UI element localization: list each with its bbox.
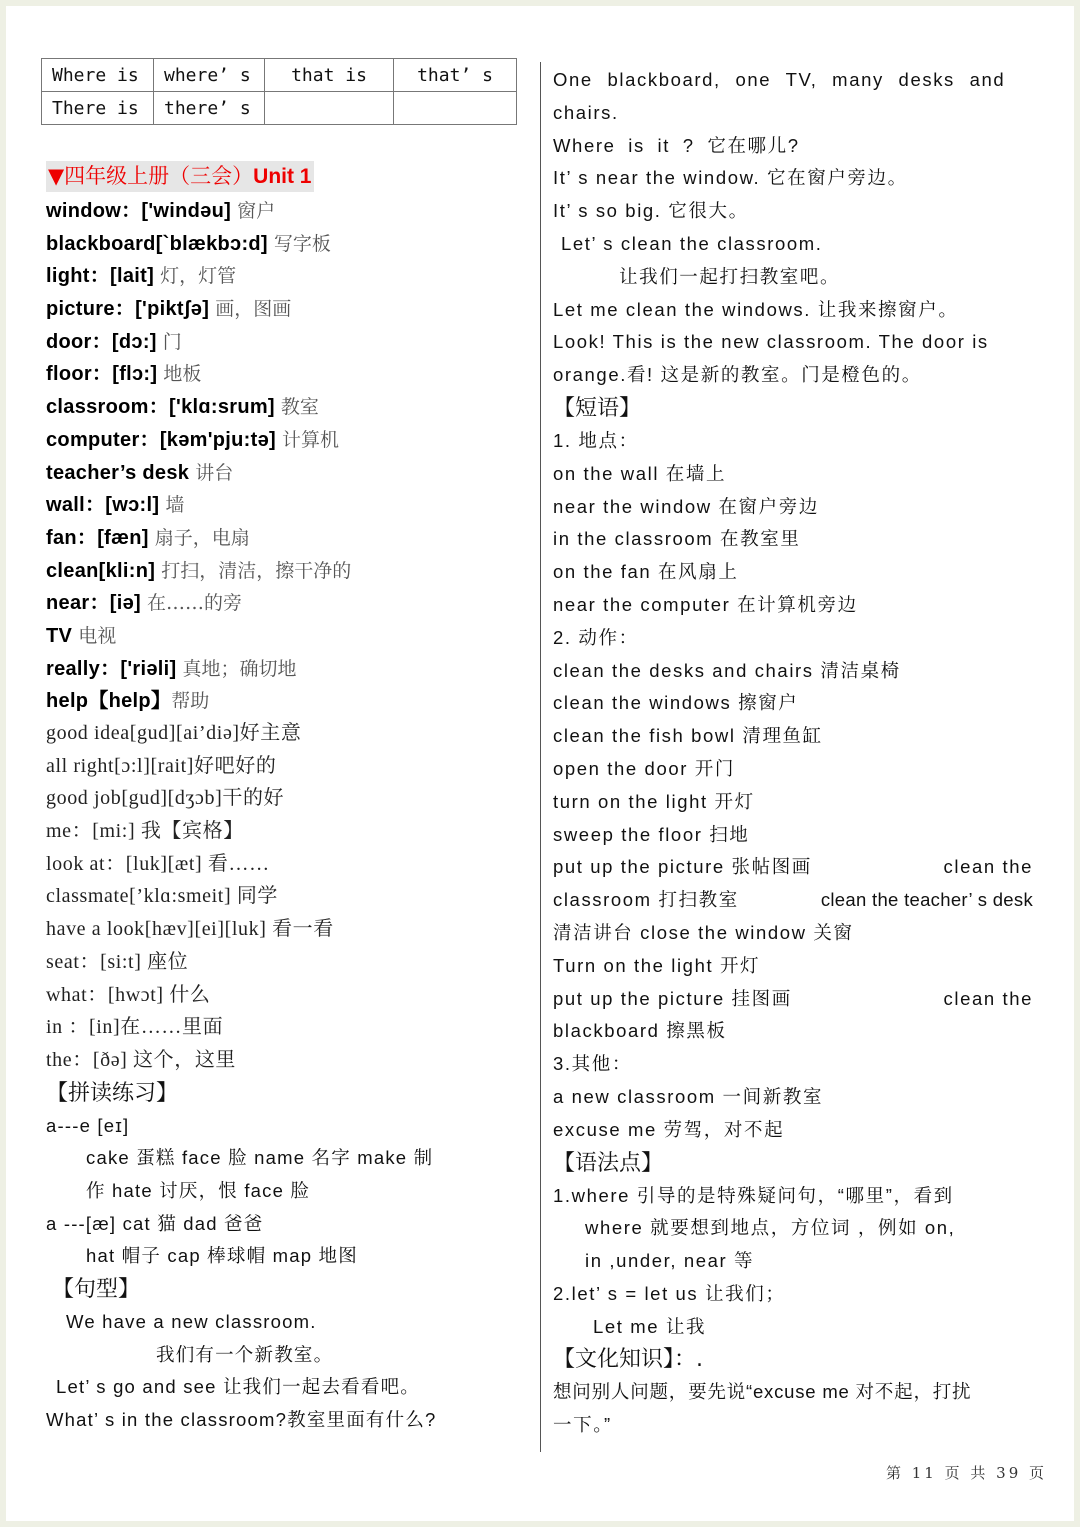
list-item: clean[kli:n] 打扫，清洁，擦干净的: [46, 559, 352, 582]
actions-heading: 2. 动作：: [553, 626, 639, 648]
sentences-heading: 【句型】: [52, 1277, 141, 1302]
list-item: excuse me 劳驾，对不起: [553, 1118, 785, 1140]
list-item: 让我们一起打扫教室吧。: [619, 265, 841, 287]
list-item: on the fan 在风扇上: [553, 561, 739, 583]
page-number-footer: 第 11 页 共 39 页: [886, 1464, 1048, 1482]
phrases-heading: 【短语】: [553, 395, 642, 421]
list-item: window：['windəu] 窗户: [46, 200, 276, 222]
table-cell: that is: [265, 59, 394, 92]
actions-wrapped-list: [553, 851, 1033, 1048]
list-item: a new classroom 一间新教室: [553, 1085, 824, 1107]
vocab-plain-list: [46, 717, 526, 1077]
list-item: the：[ðə] 这个，这里: [46, 1048, 237, 1071]
list-item: me：[mi:] 我【宾格】: [46, 820, 244, 843]
places-heading: 1. 地点：: [553, 429, 639, 451]
list-item: hat 帽子 cap 棒球帽 map 地图: [86, 1245, 358, 1267]
list-item: picture：['piktʃə] 画，图画: [46, 298, 292, 321]
list-item: blackboard 擦黑板: [553, 1020, 727, 1042]
list-item: seat：[si:t] 座位: [46, 950, 189, 973]
list-item: turn on the light 开灯: [553, 790, 755, 812]
list-item: near：[iə] 在……的旁: [46, 592, 242, 615]
phonics-heading: 【拼读练习】: [46, 1080, 179, 1106]
grammar-list: [553, 1180, 1033, 1344]
list-item: near the window 在窗户旁边: [553, 495, 819, 517]
list-item: put up the picture 张帖图画 clean the: [553, 856, 1033, 878]
grammar-heading: 【语法点】: [553, 1150, 664, 1176]
list-item: where 就要想到地点，方位词 ，例如 on,: [585, 1217, 956, 1239]
list-item: computer：[kəm'pju:tə] 计算机: [46, 428, 340, 451]
list-item: clean the desks and chairs 清洁桌椅: [553, 659, 901, 681]
table-row: [42, 59, 517, 92]
others-list: [553, 1081, 1033, 1147]
list-item: what：[hwɔt] 什么: [46, 983, 211, 1006]
list-item: sweep the floor 扫地: [553, 823, 750, 845]
list-item: Where is it ? 它在哪儿?: [553, 134, 800, 156]
list-item: Let me 让我: [593, 1315, 707, 1337]
table-cell: Where is: [42, 59, 154, 92]
list-item: near the computer 在计算机旁边: [553, 593, 858, 615]
phonics-list: [46, 1110, 526, 1273]
list-item: floor：[flɔ:] 地板: [46, 363, 202, 386]
list-item: Turn on the light 开灯: [553, 954, 761, 976]
list-item: in ,under, near 等: [585, 1250, 755, 1272]
unit-title: [46, 161, 314, 192]
list-item: a---e [eɪ]: [46, 1114, 130, 1136]
vocab-bold-list: [46, 194, 526, 717]
list-item: a ---[æ] cat 猫 dad 爸爸: [46, 1212, 264, 1234]
list-item: 一下。”: [553, 1414, 612, 1436]
list-item: all right[ɔ:l][rait]好吧好的: [46, 754, 277, 777]
table-cell: where’ s: [154, 59, 265, 92]
list-item: 想问别人问题，要先说“excuse me 对不起，打扰: [553, 1381, 972, 1403]
list-item: clean the fish bowl 清理鱼缸: [553, 725, 823, 747]
list-item: wall：[wɔ:l] 墙: [46, 494, 185, 517]
list-item: 我们有一个新教室。: [156, 1343, 334, 1365]
list-item: blackboard[`blækbɔ:d] 写字板: [46, 232, 331, 255]
list-item: fan：[fæn] 扇子，电扇: [46, 526, 250, 549]
list-item: door：[dɔ:] 门: [46, 330, 182, 353]
list-item: look at：[luk][æt] 看……: [46, 852, 270, 875]
list-item: It’ s so big. 它很大。: [553, 200, 749, 222]
table-cell: There is: [42, 92, 154, 125]
list-item: We have a new classroom.: [66, 1311, 317, 1332]
list-item: cake 蛋糕 face 脸 name 名字 make 制: [86, 1147, 434, 1169]
table-cell: [265, 92, 394, 125]
list-item: in the classroom 在教室里: [553, 528, 801, 550]
list-item: 清洁讲台 close the window 关窗: [553, 921, 854, 943]
list-item: light：[lait] 灯，灯管: [46, 265, 237, 288]
list-item: on the wall 在墙上: [553, 462, 727, 484]
list-item: help【help】帮助: [46, 690, 210, 713]
list-item: One blackboard, one TV, many desks and: [553, 69, 1006, 90]
intro-lines: [553, 64, 1033, 392]
list-item: 2.let’ s = let us 让我们；: [553, 1282, 786, 1304]
actions-list: [553, 655, 1033, 852]
table-cell: [394, 92, 517, 125]
list-item: orange.看! 这是新的教室。门是橙色的。: [553, 364, 922, 386]
list-item: in ：[in]在……里面: [46, 1016, 224, 1039]
list-item: have a look[hæv][ei][luk] 看一看: [46, 918, 334, 941]
list-item: 1.where 引导的是特殊疑问句，“哪里”，看到: [553, 1184, 954, 1206]
list-item: chairs.: [553, 101, 619, 123]
list-item: classroom：['klɑ:srum] 教室: [46, 396, 319, 419]
others-heading: 3.其他：: [553, 1053, 632, 1075]
list-item: open the door 开门: [553, 757, 735, 779]
culture-heading: 【文化知识】：.: [553, 1347, 703, 1373]
places-list: [553, 458, 1033, 622]
right-column: [553, 64, 1033, 1442]
list-item: TV 电视: [46, 624, 117, 647]
list-item: put up the picture 挂图画 clean the: [553, 987, 1033, 1009]
list-item: Look! This is the new classroom. The door is: [553, 331, 989, 353]
table-cell: that’ s: [394, 59, 517, 92]
culture-list: [553, 1376, 1033, 1442]
list-item: classmate[’klɑ:smeit] 同学: [46, 885, 279, 908]
unit-title-en: Unit 1: [253, 165, 312, 188]
column-divider: [540, 62, 541, 1452]
list-item: classroom 打扫教室 clean the teacher’ s desk: [553, 889, 1033, 911]
contraction-table: [41, 58, 517, 125]
list-item: clean the windows 擦窗户: [553, 692, 799, 714]
list-item: What’ s in the classroom?教室里面有什么?: [46, 1409, 437, 1431]
list-item: really：['riəli] 真地；确切地: [46, 657, 297, 680]
left-column: [46, 58, 526, 1437]
sentences-list: [46, 1306, 526, 1437]
table-cell: there’ s: [154, 92, 265, 125]
list-item: good job[gud][dʒɔb]干的好: [46, 787, 285, 810]
list-item: good idea[gud][ai’diə]好主意: [46, 722, 302, 744]
list-item: 作 hate 讨厌，恨 face 脸: [86, 1179, 311, 1201]
table-row: [42, 92, 517, 125]
list-item: Let’ s go and see 让我们一起去看看吧。: [56, 1376, 420, 1398]
unit-title-cn: 四年级上册（三会）: [64, 164, 254, 188]
list-item: teacher’s desk 讲台: [46, 461, 234, 484]
triangle-marker-icon: ▼: [48, 164, 65, 188]
list-item: Let’ s clean the classroom.: [561, 232, 823, 254]
list-item: Let me clean the windows. 让我来擦窗户。: [553, 298, 959, 320]
list-item: It’ s near the window. 它在窗户旁边。: [553, 167, 908, 189]
